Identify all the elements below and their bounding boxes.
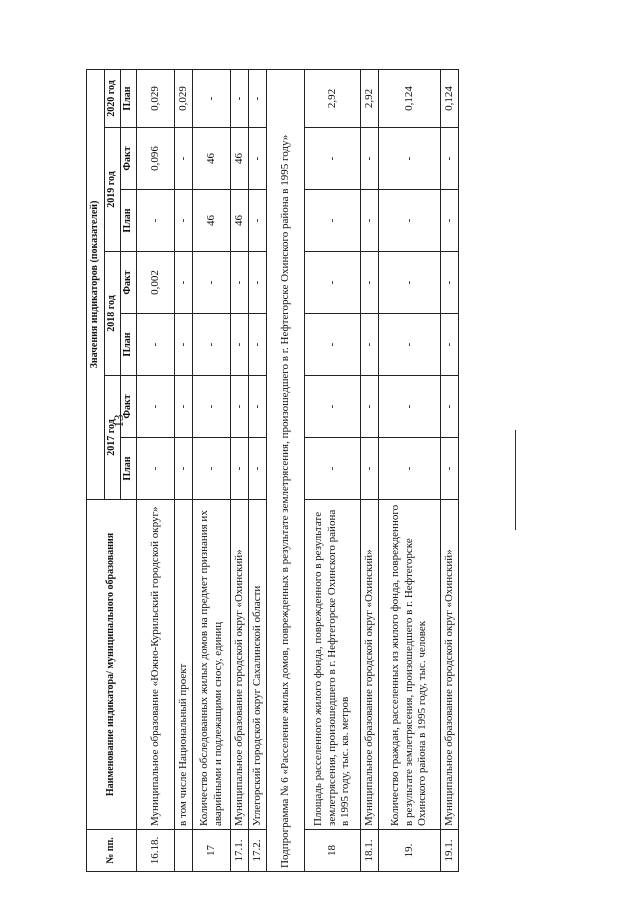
value-cell: - xyxy=(231,438,249,500)
value-cell: - xyxy=(305,252,361,314)
value-cell: - xyxy=(137,190,175,252)
header-plan: План xyxy=(121,69,137,127)
header-fact: Факт xyxy=(121,376,137,438)
value-cell: - xyxy=(361,252,379,314)
value-cell: - xyxy=(379,252,441,314)
header-values-group: Значения индикаторов (показателей) xyxy=(87,69,105,499)
row-number: 17.2. xyxy=(249,830,267,872)
value-cell: 0,124 xyxy=(441,69,459,127)
value-cell: 0,029 xyxy=(175,69,193,127)
subprogram-row xyxy=(267,69,305,871)
header-fact: Факт xyxy=(121,252,137,314)
value-cell: - xyxy=(379,438,441,500)
row-name: Муниципальное образование городской округ «Охинский» xyxy=(441,500,459,830)
value-cell: - xyxy=(361,376,379,438)
value-cell: - xyxy=(175,190,193,252)
row-number: 19.1. xyxy=(441,830,459,872)
header-year-2020: 2020 год xyxy=(105,69,121,127)
value-cell: - xyxy=(249,69,267,127)
value-cell: - xyxy=(137,438,175,500)
header-plan: План xyxy=(121,438,137,500)
header-year-2019: 2019 год xyxy=(105,128,121,252)
value-cell: - xyxy=(175,314,193,376)
value-cell: - xyxy=(193,438,231,500)
value-cell: - xyxy=(175,438,193,500)
value-cell: 0,124 xyxy=(379,69,441,127)
value-cell: - xyxy=(175,376,193,438)
table-row xyxy=(193,69,231,871)
value-cell: - xyxy=(249,190,267,252)
header-year-2017: 2017 год xyxy=(105,376,121,500)
header-plan: План xyxy=(121,314,137,376)
value-cell: - xyxy=(441,376,459,438)
value-cell: - xyxy=(305,376,361,438)
value-cell: 0,002 xyxy=(137,252,175,314)
value-cell: - xyxy=(231,252,249,314)
row-name: Муниципальное образование городской округ «Охинский» xyxy=(231,500,249,830)
value-cell: - xyxy=(379,128,441,190)
row-number: 19. xyxy=(379,830,441,872)
value-cell: - xyxy=(231,314,249,376)
row-number xyxy=(175,830,193,872)
header-no: № пп. xyxy=(87,830,137,872)
value-cell: - xyxy=(379,376,441,438)
header-plan: План xyxy=(121,190,137,252)
table-row xyxy=(249,69,267,871)
value-cell: - xyxy=(305,128,361,190)
row-number: 17 xyxy=(193,830,231,872)
value-cell: - xyxy=(249,376,267,438)
value-cell: - xyxy=(441,252,459,314)
value-cell: - xyxy=(231,69,249,127)
value-cell: - xyxy=(361,190,379,252)
value-cell: - xyxy=(137,376,175,438)
rotated-table-wrapper xyxy=(86,70,456,872)
row-name: Муниципальное образование «Южно-Курильский городской округ» xyxy=(137,500,175,830)
value-cell: - xyxy=(361,438,379,500)
value-cell: 46 xyxy=(231,128,249,190)
indicators-table xyxy=(86,69,459,872)
value-cell: 0,029 xyxy=(137,69,175,127)
value-cell: - xyxy=(231,376,249,438)
value-cell: - xyxy=(441,128,459,190)
value-cell: - xyxy=(175,252,193,314)
table-row xyxy=(137,69,175,871)
value-cell: 46 xyxy=(193,190,231,252)
page-number: 13 xyxy=(111,414,126,428)
row-name: Углегорский городской округ Сахалинской области xyxy=(249,500,267,830)
value-cell: - xyxy=(249,252,267,314)
table-row xyxy=(305,69,361,871)
value-cell: - xyxy=(361,314,379,376)
row-name: Площадь расселенного жилого фонда, поврежденного в результате землетрясения, произошедшего в г. Нефтегорске Охинского района в 1995 году, тыс. кв. метров xyxy=(305,500,361,830)
value-cell: - xyxy=(379,314,441,376)
value-cell: 0,096 xyxy=(137,128,175,190)
table-row xyxy=(231,69,249,871)
table-row xyxy=(441,69,459,871)
row-number: 16.18. xyxy=(137,830,175,872)
value-cell: 2,92 xyxy=(361,69,379,127)
value-cell: - xyxy=(193,376,231,438)
value-cell: - xyxy=(193,69,231,127)
value-cell: - xyxy=(193,252,231,314)
table-row xyxy=(175,69,193,871)
header-fact: Факт xyxy=(121,128,137,190)
value-cell: - xyxy=(441,314,459,376)
header-year-2018: 2018 год xyxy=(105,252,121,376)
value-cell: - xyxy=(193,314,231,376)
value-cell: - xyxy=(175,128,193,190)
value-cell: - xyxy=(249,438,267,500)
row-number: 18 xyxy=(305,830,361,872)
subprogram-title: Подпрограмма № 6 «Расселение жилых домов, поврежденных в результате землетрясения, произошедшего в г. Нефтегорске Охинского района в 1995 году» xyxy=(267,69,305,871)
value-cell: - xyxy=(305,190,361,252)
table-row xyxy=(361,69,379,871)
value-cell: - xyxy=(305,314,361,376)
value-cell: - xyxy=(305,438,361,500)
value-cell: - xyxy=(361,128,379,190)
row-name: в том числе Национальный проект xyxy=(175,500,193,830)
value-cell: - xyxy=(441,190,459,252)
value-cell: 46 xyxy=(231,190,249,252)
row-number: 18.1. xyxy=(361,830,379,872)
row-name: Количество обследованных жилых домов на предмет признания их аварийными и подлежащими сносу, единиц xyxy=(193,500,231,830)
value-cell: 46 xyxy=(193,128,231,190)
row-name: Количество граждан, расселенных из жилого фонда, поврежденного в результате землетрясения, произошедшего в г. Нефтегорске Охинского района в 1995 году, тыс. человек xyxy=(379,500,441,830)
row-name: Муниципальное образование городской округ «Охинский» xyxy=(361,500,379,830)
value-cell: 2,92 xyxy=(305,69,361,127)
value-cell: - xyxy=(137,314,175,376)
value-cell: - xyxy=(379,190,441,252)
margin-rule xyxy=(515,430,516,530)
value-cell: - xyxy=(249,314,267,376)
row-number: 17.1. xyxy=(231,830,249,872)
value-cell: - xyxy=(441,438,459,500)
header-name: Наименование индикатора/ муниципального образования xyxy=(87,500,137,830)
table-row xyxy=(379,69,441,871)
value-cell: - xyxy=(249,128,267,190)
